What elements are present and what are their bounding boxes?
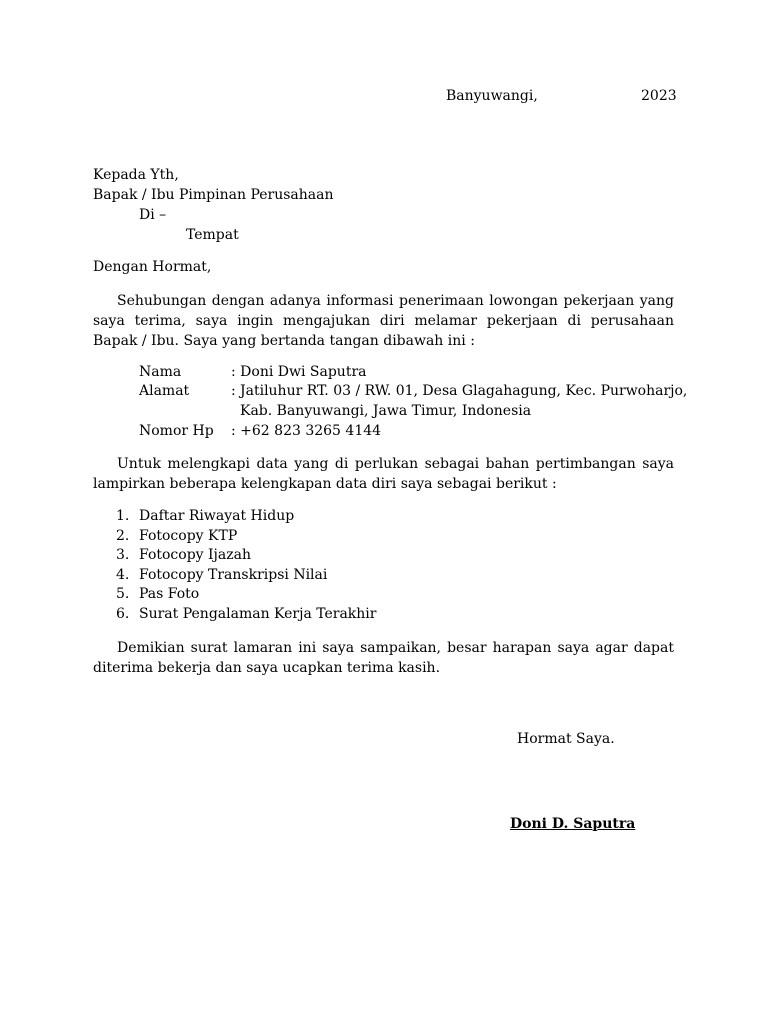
list-item: Fotocopy Transkripsi Nilai [139, 567, 328, 583]
phone-value: : +62 823 3265 4144 [231, 423, 382, 439]
recipient-line-3: Di – [139, 207, 167, 223]
list-item-number: 3. [116, 547, 130, 563]
list-item-number: 5. [116, 586, 130, 602]
list-item: Surat Pengalaman Kerja Terakhir [139, 606, 377, 622]
signature-name: Doni D. Saputra [510, 816, 636, 832]
list-item: Daftar Riwayat Hidup [139, 508, 295, 524]
name-label: Nama [139, 364, 182, 380]
list-item: Fotocopy KTP [139, 528, 238, 544]
list-item: Pas Foto [139, 586, 200, 602]
letter-city: Banyuwangi, [446, 88, 538, 104]
address-line-1: Jatiluhur RT. 03 / RW. 01, Desa Glagahagung, Kec. Purwoharjo, [240, 383, 688, 399]
greeting: Dengan Hormat, [93, 259, 212, 275]
closing-salutation: Hormat Saya. [517, 731, 615, 747]
letter-year: 2023 [641, 88, 677, 104]
address-label: Alamat [139, 383, 190, 399]
list-item-number: 6. [116, 606, 130, 622]
paragraph-closing: Demikian surat lamaran ini saya sampaikan, besar harapan saya agar dapat diterima bekerja dan saya ucapkan terima kasih. [93, 640, 674, 676]
recipient-line-2: Bapak / Ibu Pimpinan Perusahaan [93, 187, 334, 203]
recipient-line-1: Kepada Yth, [93, 167, 179, 183]
paragraph-introduction: Sehubungan dengan adanya informasi penerimaan lowongan pekerjaan yang saya terima, saya ingin mengajukan diri melamar pekerjaan di perusahaan Bapak / Ibu. Saya yang bertanda tangan dibawah ini : [93, 293, 674, 349]
name-value: : Doni Dwi Saputra [231, 364, 367, 380]
phone-label: Nomor Hp [139, 423, 214, 439]
recipient-line-4: Tempat [186, 227, 239, 243]
list-item-number: 2. [116, 528, 130, 544]
address-colon: : [231, 383, 236, 399]
paragraph-attachments-intro: Untuk melengkapi data yang di perlukan sebagai bahan pertimbangan saya lampirkan beberapa kelengkapan data diri saya sebagai berikut : [93, 456, 674, 492]
list-item-number: 4. [116, 567, 130, 583]
list-item-number: 1. [116, 508, 130, 524]
list-item: Fotocopy Ijazah [139, 547, 251, 563]
address-line-2: Kab. Banyuwangi, Jawa Timur, Indonesia [240, 403, 532, 419]
